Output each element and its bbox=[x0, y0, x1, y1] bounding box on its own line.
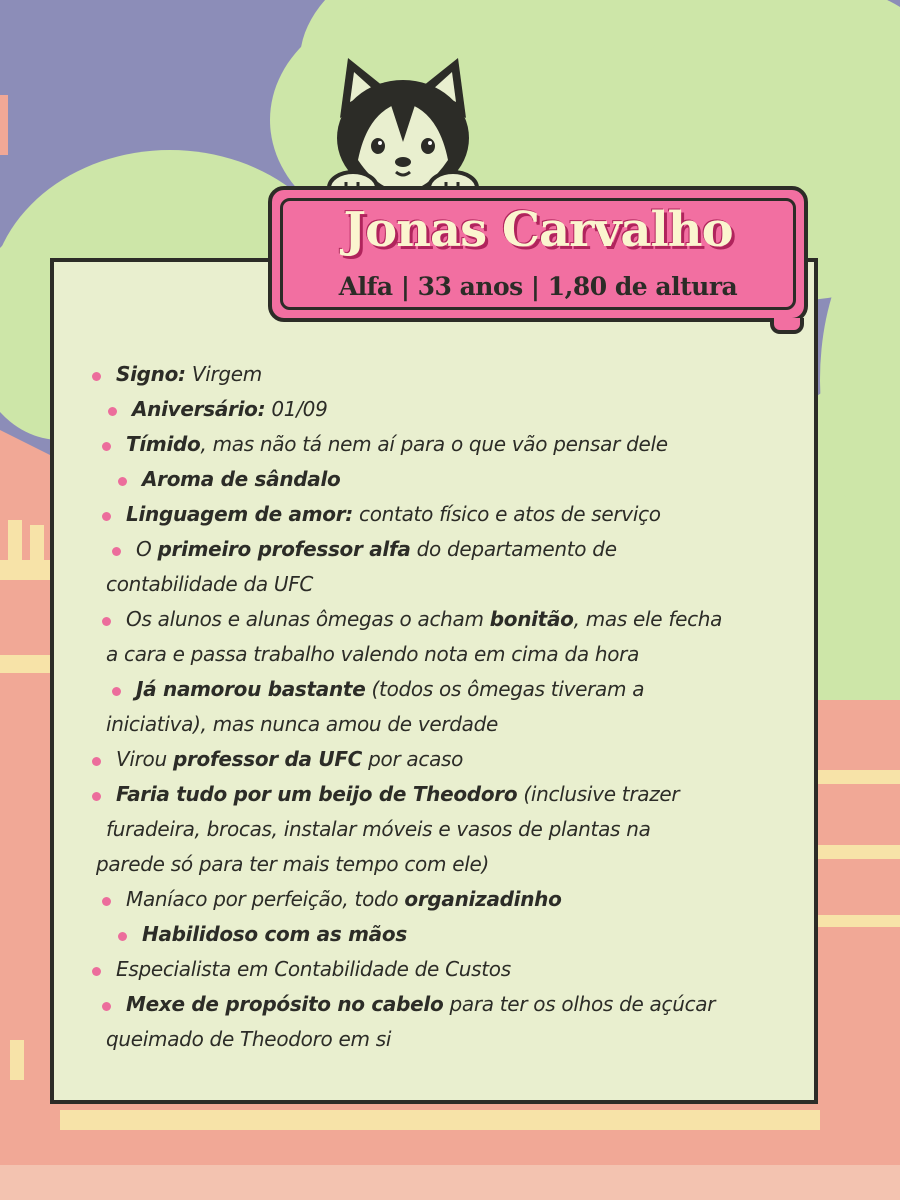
list-item-continuation: queimado de Theodoro em si bbox=[106, 1027, 392, 1051]
list-item-text bbox=[126, 427, 800, 462]
list-item-bold: Signo: bbox=[116, 362, 186, 386]
list-item-continuation: contabilidade da UFC bbox=[106, 572, 314, 596]
list-item-text bbox=[132, 392, 800, 427]
list-item-bold: primeiro professor alfa bbox=[157, 537, 411, 561]
bullet-dot bbox=[102, 617, 111, 626]
list-item bbox=[80, 532, 800, 602]
list-item bbox=[80, 742, 800, 777]
list-item-rest: para ter os olhos de açúcar bbox=[443, 992, 716, 1016]
bullet-dot bbox=[102, 512, 111, 521]
list-item-text bbox=[142, 917, 800, 952]
bullet-dot bbox=[118, 477, 127, 486]
list-item bbox=[80, 392, 800, 427]
list-item bbox=[80, 357, 800, 392]
list-item-continuation: parede só para ter mais tempo com ele) bbox=[96, 852, 489, 876]
list-item bbox=[80, 672, 800, 742]
name-banner bbox=[268, 186, 808, 322]
list-item-text bbox=[142, 462, 800, 497]
list-item-pre: Os alunos e alunas ômegas o acham bbox=[126, 607, 490, 631]
husky-dog-icon bbox=[318, 50, 488, 200]
list-item-text bbox=[116, 952, 800, 987]
list-item-bold: Tímido bbox=[126, 432, 201, 456]
list-item-text bbox=[136, 532, 800, 567]
trait-list bbox=[80, 357, 800, 1057]
bullet-dot bbox=[102, 442, 111, 451]
list-item bbox=[80, 952, 800, 987]
character-subtitle: Alfa | 33 anos | 1,80 de altura bbox=[338, 272, 738, 301]
list-item-rest: 01/09 bbox=[265, 397, 328, 421]
list-item-text bbox=[126, 882, 800, 917]
list-item-rest: , mas ele fecha bbox=[573, 607, 723, 631]
list-item-bold: Aroma de sândalo bbox=[142, 467, 341, 491]
list-item-bold: Habilidoso com as mãos bbox=[142, 922, 407, 946]
list-item-rest: (inclusive trazer bbox=[517, 782, 680, 806]
bullet-dot bbox=[92, 967, 101, 976]
list-item-pre: Virou bbox=[116, 747, 173, 771]
list-item-pre: Maníaco por perfeição, todo bbox=[126, 887, 405, 911]
bullet-dot bbox=[112, 687, 121, 696]
list-item-text bbox=[126, 497, 800, 532]
bullet-dot bbox=[108, 407, 117, 416]
banner-foot bbox=[770, 318, 804, 334]
list-item-text bbox=[116, 777, 800, 812]
list-item-text bbox=[116, 357, 800, 392]
list-item bbox=[80, 777, 800, 847]
bullet-dot bbox=[92, 792, 101, 801]
list-item-rest: do departamento de bbox=[410, 537, 617, 561]
bullet-dot bbox=[118, 932, 127, 941]
list-item-bold: Linguagem de amor: bbox=[126, 502, 353, 526]
bullet-dot bbox=[102, 1002, 111, 1011]
list-item-rest: , mas não tá nem aí para o que vão pensar dele bbox=[200, 432, 668, 456]
list-item-pre: O bbox=[136, 537, 158, 561]
list-item-rest: Virgem bbox=[185, 362, 262, 386]
list-item-text bbox=[116, 742, 800, 777]
list-item bbox=[80, 602, 800, 672]
list-item-text bbox=[126, 602, 800, 637]
list-item-continuation: furadeira, brocas, instalar móveis e vasos de plantas na bbox=[106, 817, 651, 841]
list-item-text bbox=[126, 987, 800, 1022]
list-item bbox=[80, 987, 800, 1057]
list-item bbox=[80, 462, 800, 497]
list-item bbox=[80, 497, 800, 532]
list-item bbox=[80, 847, 800, 882]
list-item-continuation: iniciativa), mas nunca amou de verdade bbox=[106, 712, 499, 736]
list-item-bold: Mexe de propósito no cabelo bbox=[126, 992, 444, 1016]
list-item-bold: Aniversário: bbox=[132, 397, 266, 421]
list-item-bold: professor da UFC bbox=[172, 747, 363, 771]
bullet-dot bbox=[92, 757, 101, 766]
list-item-bold: bonitão bbox=[489, 607, 574, 631]
list-item bbox=[80, 882, 800, 917]
list-item bbox=[80, 917, 800, 952]
list-item-bold: Faria tudo por um beijo de Theodoro bbox=[116, 782, 518, 806]
character-name: Jonas Carvalho bbox=[343, 202, 733, 258]
list-item-continuation: a cara e passa trabalho valendo nota em cima da hora bbox=[106, 642, 640, 666]
list-item bbox=[80, 427, 800, 462]
list-item-pre: Especialista em Contabilidade de Custos bbox=[116, 957, 511, 981]
bullet-dot bbox=[92, 372, 101, 381]
bullet-dot bbox=[112, 547, 121, 556]
list-item-text bbox=[136, 672, 800, 707]
list-item-bold: Já namorou bastante bbox=[136, 677, 366, 701]
bullet-dot bbox=[102, 897, 111, 906]
list-item-rest: (todos os ômegas tiveram a bbox=[365, 677, 645, 701]
list-item-rest: por acaso bbox=[362, 747, 464, 771]
list-item-rest: contato físico e atos de serviço bbox=[352, 502, 661, 526]
list-item-bold: organizadinho bbox=[404, 887, 562, 911]
